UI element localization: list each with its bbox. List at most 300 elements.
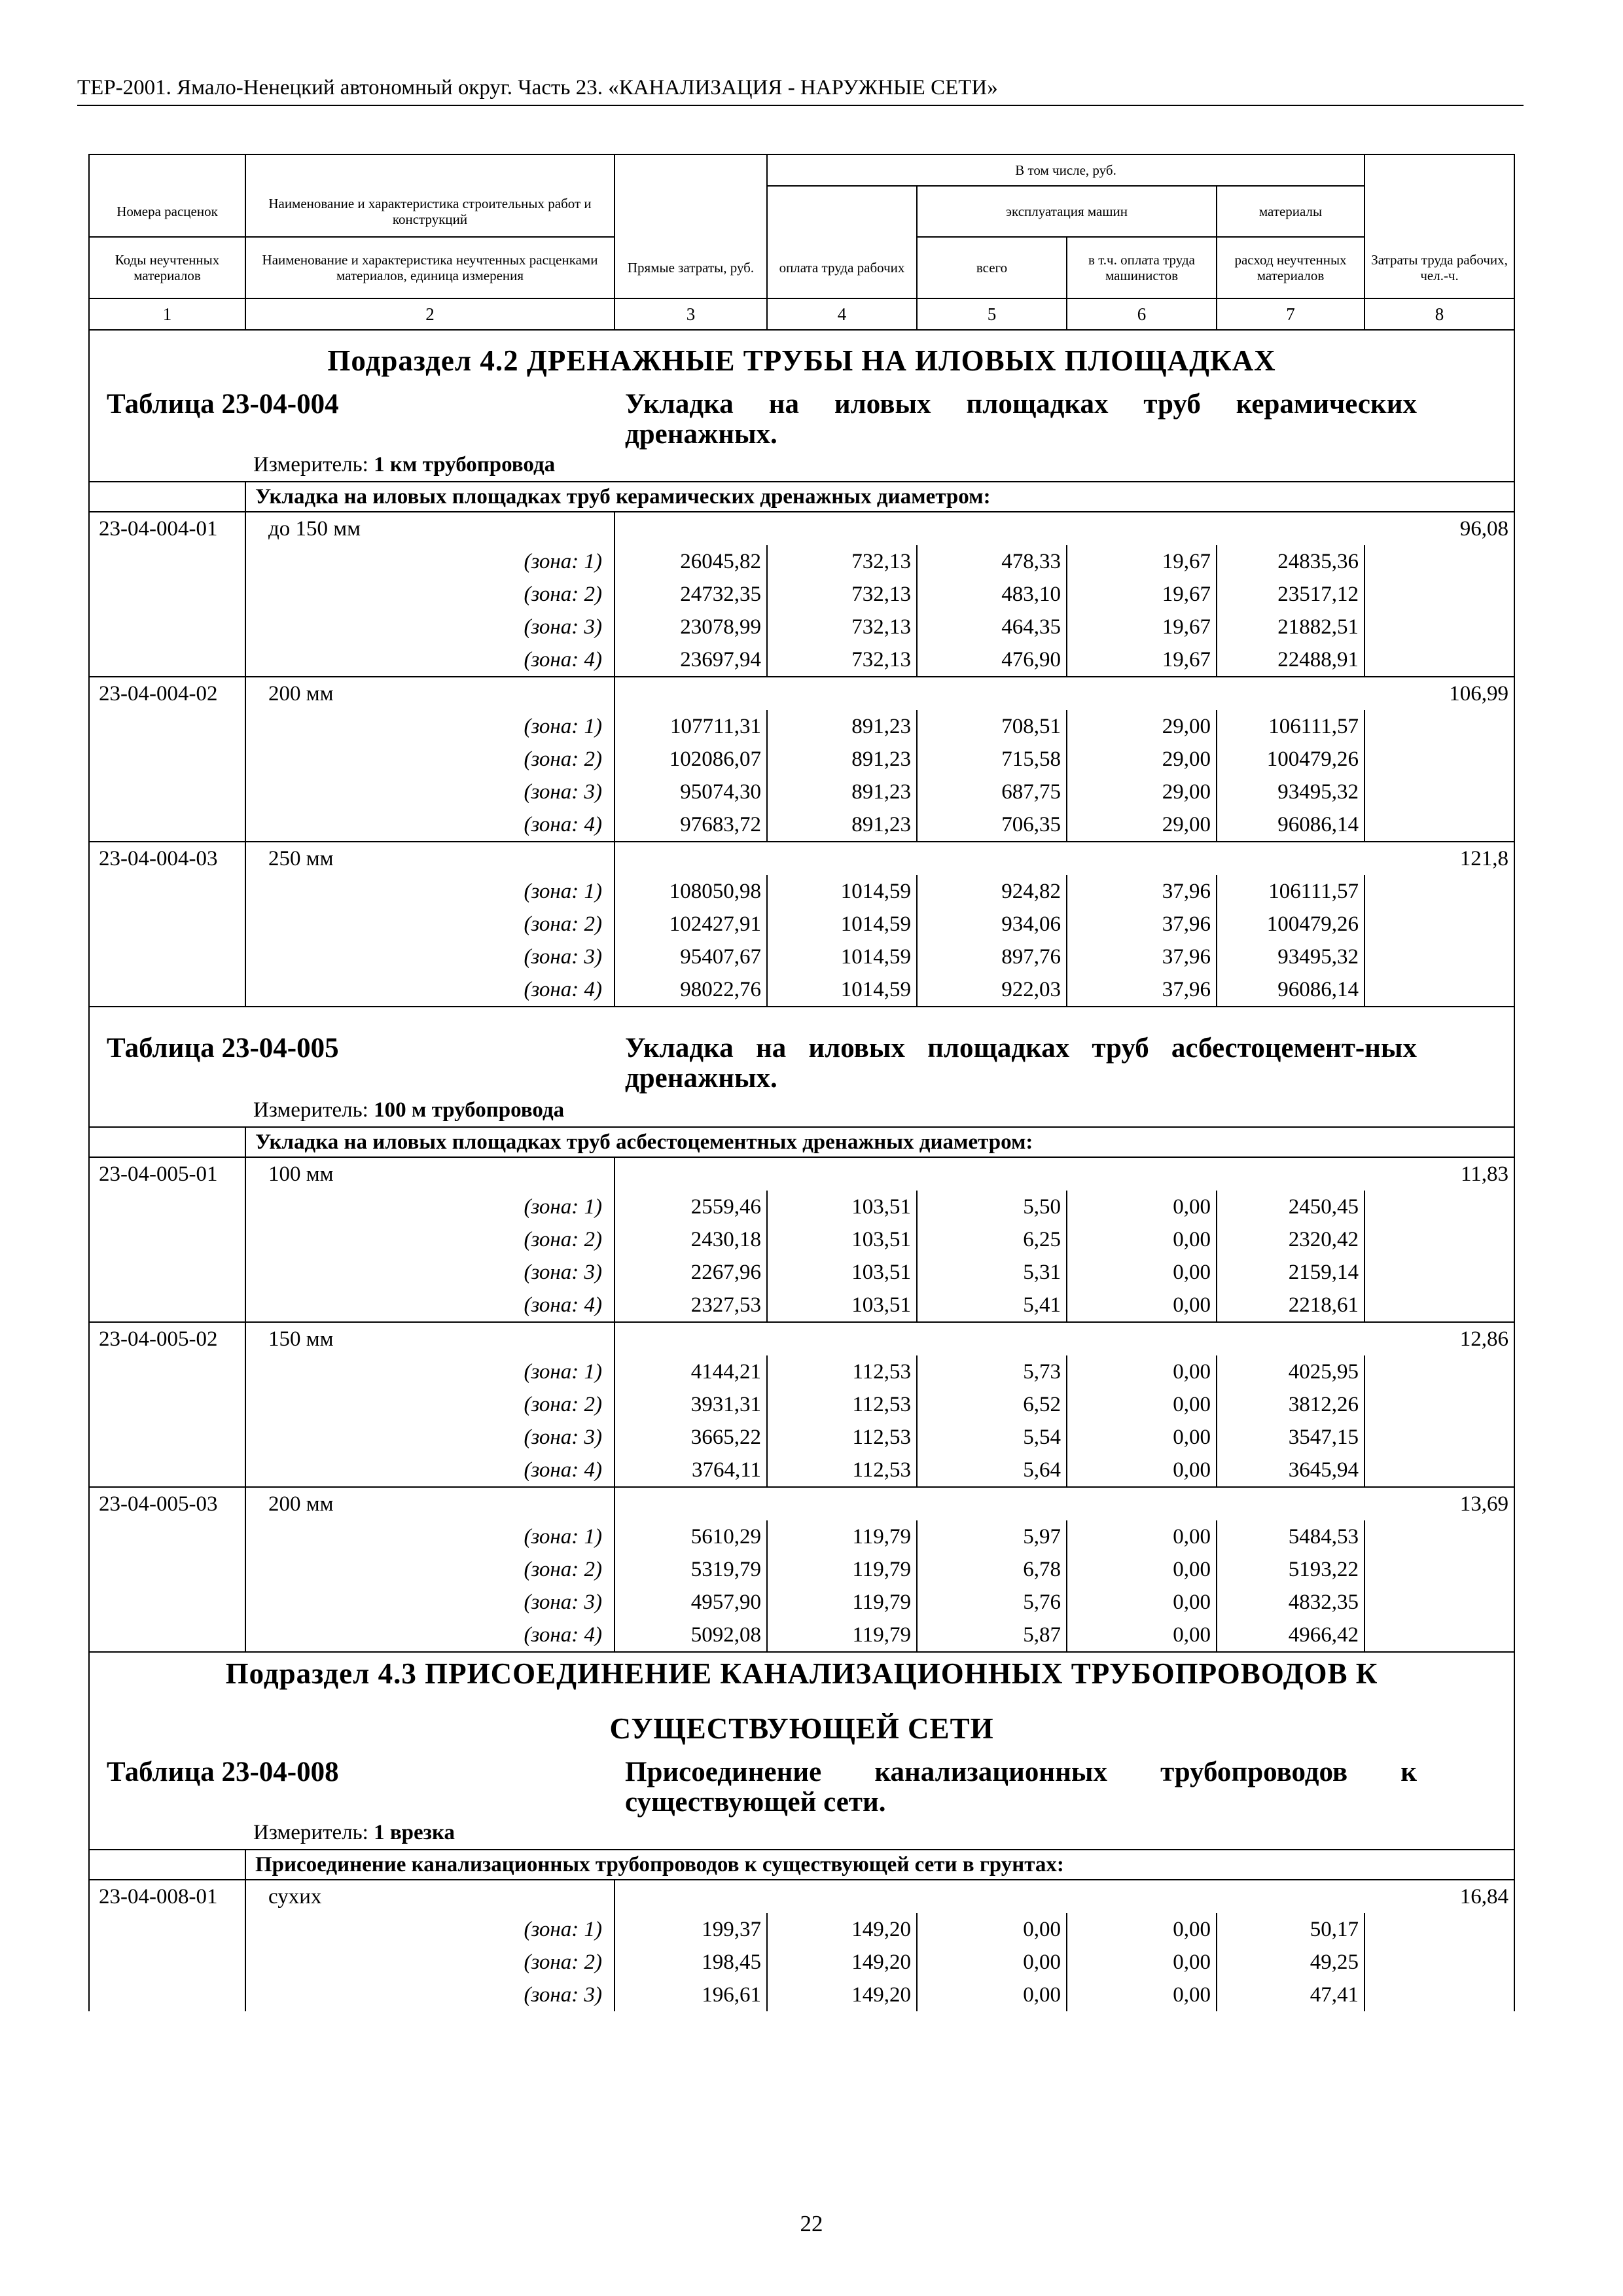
zone-label: (зона: 2)	[245, 743, 615, 776]
empty-cell	[1217, 1880, 1364, 1913]
direct-costs: 108050,98	[615, 875, 767, 908]
table-title-block	[89, 1007, 1514, 1127]
table-row	[89, 1388, 1514, 1421]
zone-label: (зона: 4)	[245, 643, 615, 677]
machine-total: 478,33	[917, 545, 1067, 578]
empty-cell	[1067, 1157, 1217, 1191]
empty-cell	[1364, 611, 1514, 643]
machinist-pay: 37,96	[1067, 908, 1217, 941]
materials-cost: 96086,14	[1217, 808, 1364, 842]
table-row	[89, 1520, 1514, 1553]
materials-cost: 49,25	[1217, 1946, 1364, 1979]
labor-pay: 891,23	[767, 743, 917, 776]
empty-cell	[89, 1946, 245, 1979]
machinist-pay: 0,00	[1067, 1979, 1217, 2011]
empty-cell	[1364, 1454, 1514, 1487]
rate-name: 100 мм	[245, 1157, 615, 1191]
header-cell	[245, 154, 615, 186]
empty-cell	[1217, 512, 1364, 545]
empty-cell	[89, 776, 245, 808]
labor-pay: 1014,59	[767, 875, 917, 908]
labor-pay: 732,13	[767, 643, 917, 677]
subsection-title	[89, 1652, 1514, 1749]
empty-cell	[89, 973, 245, 1007]
zone-label: (зона: 3)	[245, 1586, 615, 1619]
group-caption: Присоединение канализационных трубопроводов к существующей сети в грунтах:	[245, 1850, 1514, 1880]
labor-costs: 12,86	[1364, 1322, 1514, 1355]
materials-cost: 2159,14	[1217, 1256, 1364, 1289]
empty-cell	[917, 512, 1067, 545]
table-description: Укладка на иловых площадках труб керамических дренажных.	[625, 389, 1417, 450]
table-row	[89, 875, 1514, 908]
header-cell	[1364, 186, 1514, 237]
materials-cost: 93495,32	[1217, 941, 1364, 973]
measure-value: 1 врезка	[374, 1821, 455, 1844]
zone-label: (зона: 2)	[245, 1553, 615, 1586]
materials-cost: 106111,57	[1217, 710, 1364, 743]
empty-cell	[89, 1520, 245, 1553]
table-code: Таблица 23-04-005	[107, 1033, 339, 1064]
direct-costs: 98022,76	[615, 973, 767, 1007]
empty-cell	[89, 643, 245, 677]
empty-cell	[1364, 578, 1514, 611]
machine-total: 0,00	[917, 1979, 1067, 2011]
empty-cell	[89, 1355, 245, 1388]
machinist-pay: 0,00	[1067, 1553, 1217, 1586]
table-row	[89, 908, 1514, 941]
table-row	[89, 973, 1514, 1007]
materials-cost: 4025,95	[1217, 1355, 1364, 1388]
table-row	[89, 611, 1514, 643]
direct-costs: 107711,31	[615, 710, 767, 743]
materials-cost: 2320,42	[1217, 1223, 1364, 1256]
zone-label: (зона: 1)	[245, 1191, 615, 1223]
table-row	[89, 1355, 1514, 1388]
header-work-name: Наименование и характеристика строительных работ и конструкций	[245, 186, 615, 237]
zone-label: (зона: 1)	[245, 875, 615, 908]
group-caption-spacer	[89, 482, 245, 512]
table-row	[89, 545, 1514, 578]
table-title-block	[89, 382, 1514, 482]
materials-cost: 3547,15	[1217, 1421, 1364, 1454]
empty-cell	[1364, 1191, 1514, 1223]
rate-name: 250 мм	[245, 842, 615, 875]
page-header: ТЕР-2001. Ямало-Ненецкий автономный округ. Часть 23. «КАНАЛИЗАЦИЯ - НАРУЖНЫЕ СЕТИ»	[77, 73, 1524, 106]
header-cell	[1364, 154, 1514, 186]
zone-label: (зона: 2)	[245, 1946, 615, 1979]
zone-label: (зона: 2)	[245, 908, 615, 941]
group-caption: Укладка на иловых площадках труб керамических дренажных диаметром:	[245, 482, 1514, 512]
table-row	[89, 1586, 1514, 1619]
direct-costs: 5319,79	[615, 1553, 767, 1586]
table-row	[89, 1979, 1514, 2011]
col-number: 7	[1217, 298, 1364, 330]
col-number: 4	[767, 298, 917, 330]
empty-cell	[767, 842, 917, 875]
labor-pay: 1014,59	[767, 941, 917, 973]
machine-total: 5,76	[917, 1586, 1067, 1619]
empty-cell	[1364, 643, 1514, 677]
subsection-title-line: Подраздел 4.2 ДРЕНАЖНЫЕ ТРУБЫ НА ИЛОВЫХ ПЛОЩАДКАХ	[327, 344, 1276, 377]
direct-costs: 97683,72	[615, 808, 767, 842]
materials-cost: 22488,91	[1217, 643, 1364, 677]
empty-cell	[1364, 875, 1514, 908]
machine-total: 5,87	[917, 1619, 1067, 1652]
direct-costs: 23697,94	[615, 643, 767, 677]
machinist-pay: 29,00	[1067, 776, 1217, 808]
header-rate-numbers: Номера расценок	[89, 186, 245, 237]
table-row	[89, 1256, 1514, 1289]
zone-label: (зона: 1)	[245, 1520, 615, 1553]
materials-cost: 106111,57	[1217, 875, 1364, 908]
table-code: Таблица 23-04-004	[107, 389, 339, 420]
machine-total: 476,90	[917, 643, 1067, 677]
machine-total: 5,73	[917, 1355, 1067, 1388]
measure-label: Измеритель:	[253, 1821, 374, 1844]
table-row	[89, 941, 1514, 973]
labor-costs: 96,08	[1364, 512, 1514, 545]
machine-total: 0,00	[917, 1913, 1067, 1946]
labor-pay: 103,51	[767, 1223, 917, 1256]
direct-costs: 2267,96	[615, 1256, 767, 1289]
direct-costs: 102086,07	[615, 743, 767, 776]
labor-costs: 16,84	[1364, 1880, 1514, 1913]
direct-costs: 198,45	[615, 1946, 767, 1979]
empty-cell	[1364, 1223, 1514, 1256]
machine-total: 483,10	[917, 578, 1067, 611]
empty-cell	[1217, 677, 1364, 710]
materials-cost: 4832,35	[1217, 1586, 1364, 1619]
machinist-pay: 0,00	[1067, 1289, 1217, 1322]
empty-cell	[1364, 1256, 1514, 1289]
measure-unit	[253, 453, 555, 477]
zone-label: (зона: 2)	[245, 1223, 615, 1256]
machine-total: 5,31	[917, 1256, 1067, 1289]
empty-cell	[89, 875, 245, 908]
header-cell	[89, 154, 245, 186]
labor-pay: 103,51	[767, 1191, 917, 1223]
labor-pay: 112,53	[767, 1388, 917, 1421]
machinist-pay: 0,00	[1067, 1256, 1217, 1289]
direct-costs: 102427,91	[615, 908, 767, 941]
machine-total: 5,41	[917, 1289, 1067, 1322]
group-caption: Укладка на иловых площадках труб асбестоцементных дренажных диаметром:	[245, 1127, 1514, 1157]
direct-costs: 5092,08	[615, 1619, 767, 1652]
zone-label: (зона: 1)	[245, 1355, 615, 1388]
direct-costs: 95074,30	[615, 776, 767, 808]
zone-label: (зона: 4)	[245, 1289, 615, 1322]
machinist-pay: 37,96	[1067, 941, 1217, 973]
empty-cell	[89, 1454, 245, 1487]
table-description: Укладка на иловых площадках труб асбестоцемент-ных дренажных.	[625, 1033, 1417, 1094]
machinist-pay: 0,00	[1067, 1586, 1217, 1619]
rate-name: 150 мм	[245, 1322, 615, 1355]
empty-cell	[1364, 1619, 1514, 1652]
labor-pay: 149,20	[767, 1946, 917, 1979]
col-number: 2	[245, 298, 615, 330]
zone-label: (зона: 4)	[245, 1619, 615, 1652]
header-materials: материалы	[1217, 186, 1364, 237]
table-row	[89, 1421, 1514, 1454]
zone-label: (зона: 4)	[245, 1454, 615, 1487]
direct-costs: 95407,67	[615, 941, 767, 973]
machinist-pay: 29,00	[1067, 808, 1217, 842]
machinist-pay: 37,96	[1067, 875, 1217, 908]
empty-cell	[615, 842, 767, 875]
empty-cell	[1364, 1979, 1514, 2011]
empty-cell	[1364, 743, 1514, 776]
empty-cell	[917, 1322, 1067, 1355]
empty-cell	[1364, 1913, 1514, 1946]
empty-cell	[615, 1322, 767, 1355]
materials-cost: 47,41	[1217, 1979, 1364, 2011]
table-row	[89, 677, 1514, 710]
machine-total: 464,35	[917, 611, 1067, 643]
labor-costs: 106,99	[1364, 677, 1514, 710]
materials-cost: 5484,53	[1217, 1520, 1364, 1553]
empty-cell	[1364, 1421, 1514, 1454]
empty-cell	[1067, 1880, 1217, 1913]
empty-cell	[615, 512, 767, 545]
header-machine-ops: эксплуатация машин	[917, 186, 1217, 237]
empty-cell	[89, 1223, 245, 1256]
labor-pay: 891,23	[767, 710, 917, 743]
group-caption-spacer	[89, 1127, 245, 1157]
machinist-pay: 0,00	[1067, 1913, 1217, 1946]
empty-cell	[1067, 1322, 1217, 1355]
empty-cell	[1364, 710, 1514, 743]
machine-total: 6,25	[917, 1223, 1067, 1256]
zone-label: (зона: 3)	[245, 941, 615, 973]
header-material-codes: Коды неучтенных материалов	[89, 237, 245, 298]
header-in-that-rub: В том числе, руб.	[767, 154, 1364, 186]
empty-cell	[615, 1487, 767, 1520]
table-row	[89, 578, 1514, 611]
empty-cell	[89, 808, 245, 842]
empty-cell	[89, 710, 245, 743]
table-row	[89, 842, 1514, 875]
empty-cell	[89, 1388, 245, 1421]
table-row	[89, 643, 1514, 677]
table-row	[89, 1553, 1514, 1586]
machine-total: 5,97	[917, 1520, 1067, 1553]
col-number: 6	[1067, 298, 1217, 330]
header-machinist-pay: в т.ч. оплата труда машинистов	[1067, 237, 1217, 298]
labor-pay: 732,13	[767, 578, 917, 611]
labor-pay: 149,20	[767, 1913, 917, 1946]
zone-label: (зона: 3)	[245, 1979, 615, 2011]
direct-costs: 4144,21	[615, 1355, 767, 1388]
table-title-block	[89, 1749, 1514, 1850]
empty-cell	[917, 1487, 1067, 1520]
page-number: 22	[800, 2211, 823, 2236]
empty-cell	[917, 677, 1067, 710]
labor-pay: 119,79	[767, 1520, 917, 1553]
empty-cell	[1067, 1487, 1217, 1520]
empty-cell	[89, 1586, 245, 1619]
empty-cell	[89, 545, 245, 578]
empty-cell	[615, 677, 767, 710]
machinist-pay: 0,00	[1067, 1454, 1217, 1487]
labor-pay: 891,23	[767, 808, 917, 842]
materials-cost: 4966,42	[1217, 1619, 1364, 1652]
empty-cell	[767, 1322, 917, 1355]
labor-pay: 103,51	[767, 1256, 917, 1289]
materials-cost: 21882,51	[1217, 611, 1364, 643]
direct-costs: 3931,31	[615, 1388, 767, 1421]
direct-costs: 3764,11	[615, 1454, 767, 1487]
machinist-pay: 19,67	[1067, 643, 1217, 677]
empty-cell	[1364, 1388, 1514, 1421]
empty-cell	[1364, 808, 1514, 842]
table-row	[89, 1619, 1514, 1652]
machinist-pay: 29,00	[1067, 743, 1217, 776]
materials-cost: 2218,61	[1217, 1289, 1364, 1322]
labor-pay: 119,79	[767, 1586, 917, 1619]
table-description: Присоединение канализационных трубопроводов к существующей сети.	[625, 1757, 1417, 1818]
labor-pay: 103,51	[767, 1289, 917, 1322]
table-row	[89, 512, 1514, 545]
machine-total: 706,35	[917, 808, 1067, 842]
zone-label: (зона: 3)	[245, 611, 615, 643]
col-number: 5	[917, 298, 1067, 330]
empty-cell	[1364, 545, 1514, 578]
empty-cell	[1364, 1289, 1514, 1322]
empty-cell	[89, 1553, 245, 1586]
measure-value: 1 км трубопровода	[374, 453, 556, 476]
machine-total: 0,00	[917, 1946, 1067, 1979]
labor-pay: 112,53	[767, 1421, 917, 1454]
empty-cell	[89, 941, 245, 973]
materials-cost: 3812,26	[1217, 1388, 1364, 1421]
measure-unit	[253, 1098, 564, 1122]
machine-total: 897,76	[917, 941, 1067, 973]
empty-cell	[615, 1880, 767, 1913]
direct-costs: 26045,82	[615, 545, 767, 578]
materials-cost: 100479,26	[1217, 743, 1364, 776]
empty-cell	[1364, 1946, 1514, 1979]
empty-cell	[1364, 908, 1514, 941]
header-labor-costs: Затраты труда рабочих, чел.-ч.	[1364, 237, 1514, 298]
empty-cell	[767, 1487, 917, 1520]
empty-cell	[1067, 677, 1217, 710]
empty-cell	[1217, 1322, 1364, 1355]
labor-pay: 732,13	[767, 545, 917, 578]
col-number: 1	[89, 298, 245, 330]
machinist-pay: 19,67	[1067, 578, 1217, 611]
machine-total: 922,03	[917, 973, 1067, 1007]
table-row	[89, 808, 1514, 842]
empty-cell	[89, 1421, 245, 1454]
direct-costs: 196,61	[615, 1979, 767, 2011]
rate-code: 23-04-004-03	[89, 842, 245, 875]
subsection-title-line: СУЩЕСТВУЮЩЕЙ СЕТИ	[609, 1712, 994, 1745]
empty-cell	[89, 611, 245, 643]
materials-cost: 3645,94	[1217, 1454, 1364, 1487]
table-row	[89, 1454, 1514, 1487]
direct-costs: 5610,29	[615, 1520, 767, 1553]
empty-cell	[1217, 842, 1364, 875]
labor-costs: 13,69	[1364, 1487, 1514, 1520]
direct-costs: 199,37	[615, 1913, 767, 1946]
zone-label: (зона: 4)	[245, 808, 615, 842]
empty-cell	[767, 1880, 917, 1913]
header-unaccounted-materials: расход неучтенных материалов	[1217, 237, 1364, 298]
labor-pay: 1014,59	[767, 908, 917, 941]
empty-cell	[917, 1157, 1067, 1191]
header-material-name: Наименование и характеристика неучтенных расценками материалов, единица измерения	[245, 237, 615, 298]
machine-total: 5,64	[917, 1454, 1067, 1487]
machinist-pay: 0,00	[1067, 1946, 1217, 1979]
materials-cost: 93495,32	[1217, 776, 1364, 808]
rate-code: 23-04-004-01	[89, 512, 245, 545]
labor-pay: 732,13	[767, 611, 917, 643]
machine-total: 708,51	[917, 710, 1067, 743]
rate-code: 23-04-004-02	[89, 677, 245, 710]
labor-costs: 11,83	[1364, 1157, 1514, 1191]
labor-pay: 891,23	[767, 776, 917, 808]
machine-total: 5,50	[917, 1191, 1067, 1223]
machine-total: 6,78	[917, 1553, 1067, 1586]
rate-code: 23-04-008-01	[89, 1880, 245, 1913]
header-direct-costs: Прямые затраты, руб.	[615, 237, 767, 298]
materials-cost: 96086,14	[1217, 973, 1364, 1007]
empty-cell	[1364, 1355, 1514, 1388]
empty-cell	[1217, 1487, 1364, 1520]
rate-name: до 150 мм	[245, 512, 615, 545]
header-cell	[767, 186, 917, 237]
table-row	[89, 1223, 1514, 1256]
empty-cell	[1364, 1520, 1514, 1553]
empty-cell	[1217, 1157, 1364, 1191]
subsection-title-line: Подраздел 4.3 ПРИСОЕДИНЕНИЕ КАНАЛИЗАЦИОННЫХ ТРУБОПРОВОДОВ К	[225, 1657, 1378, 1690]
zone-label: (зона: 3)	[245, 776, 615, 808]
machinist-pay: 29,00	[1067, 710, 1217, 743]
machinist-pay: 19,67	[1067, 545, 1217, 578]
machine-total: 5,54	[917, 1421, 1067, 1454]
zone-label: (зона: 2)	[245, 1388, 615, 1421]
machinist-pay: 37,96	[1067, 973, 1217, 1007]
labor-pay: 112,53	[767, 1454, 917, 1487]
zone-label: (зона: 2)	[245, 578, 615, 611]
empty-cell	[89, 743, 245, 776]
group-caption-spacer	[89, 1850, 245, 1880]
zone-label: (зона: 4)	[245, 973, 615, 1007]
empty-cell	[1364, 973, 1514, 1007]
header-labor-pay: оплата труда рабочих	[767, 237, 917, 298]
empty-cell	[767, 677, 917, 710]
direct-costs: 3665,22	[615, 1421, 767, 1454]
labor-pay: 149,20	[767, 1979, 917, 2011]
zone-label: (зона: 1)	[245, 1913, 615, 1946]
rate-name: 200 мм	[245, 1487, 615, 1520]
labor-pay: 1014,59	[767, 973, 917, 1007]
empty-cell	[917, 842, 1067, 875]
table-row	[89, 1880, 1514, 1913]
table-row	[89, 710, 1514, 743]
machine-total: 687,75	[917, 776, 1067, 808]
table-row	[89, 1487, 1514, 1520]
materials-cost: 50,17	[1217, 1913, 1364, 1946]
rate-name: сухих	[245, 1880, 615, 1913]
table-row	[89, 1322, 1514, 1355]
table-row	[89, 743, 1514, 776]
empty-cell	[1364, 941, 1514, 973]
labor-pay: 119,79	[767, 1553, 917, 1586]
empty-cell	[1067, 842, 1217, 875]
direct-costs: 2430,18	[615, 1223, 767, 1256]
machinist-pay: 19,67	[1067, 611, 1217, 643]
